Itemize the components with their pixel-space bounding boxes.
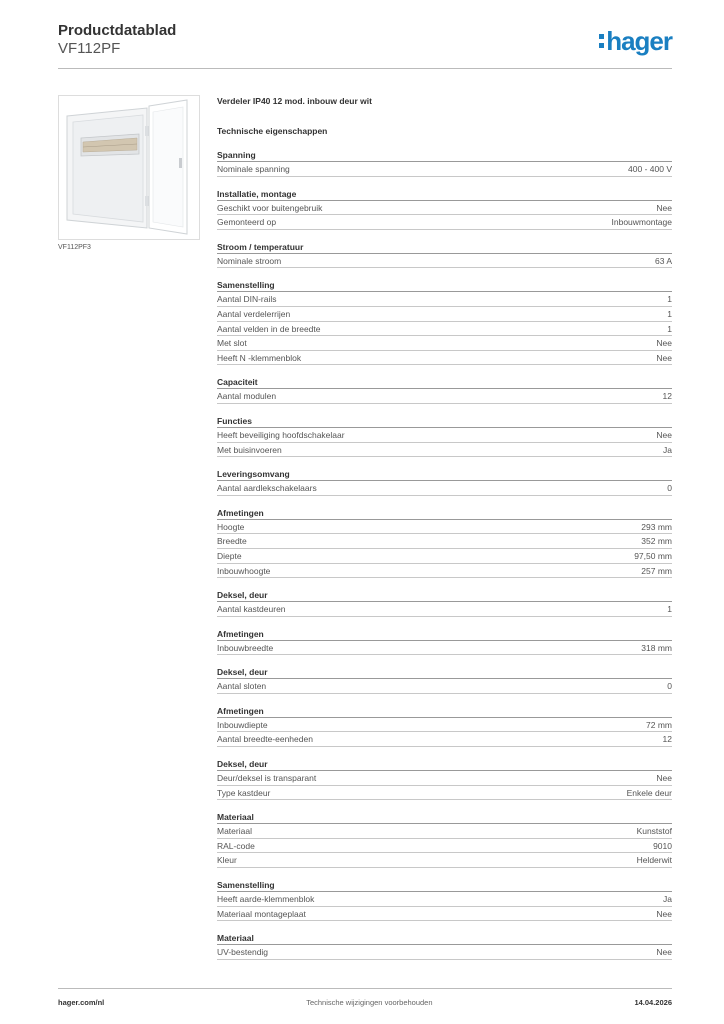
spec-value: Nee: [656, 947, 672, 958]
spec-label: Breedte: [217, 536, 247, 547]
spec-row: [217, 351, 672, 366]
section-title: Afmetingen: [217, 627, 672, 641]
spec-row: [217, 389, 672, 404]
spec-value: Ja: [663, 444, 672, 455]
spec-section: [217, 467, 672, 496]
section-title: Afmetingen: [217, 506, 672, 520]
spec-label: Inbouwbreedte: [217, 642, 274, 653]
spec-value: 1: [667, 294, 672, 305]
spec-label: Aantal verdelerrijen: [217, 308, 291, 319]
section-title: Leveringsomvang: [217, 467, 672, 481]
spec-row: [217, 428, 672, 443]
spec-row: [217, 520, 672, 535]
spec-value: 293 mm: [641, 521, 672, 532]
tech-heading: Technische eigenschappen: [217, 126, 328, 136]
spec-row: [217, 534, 672, 549]
spec-section: [217, 375, 672, 404]
spec-sections: [217, 148, 672, 960]
spec-value: 97,50 mm: [634, 550, 672, 561]
spec-section: [217, 278, 672, 365]
image-caption: VF112PF3: [58, 244, 91, 251]
spec-label: Met buisinvoeren: [217, 444, 282, 455]
spec-row: [217, 786, 672, 801]
spec-section: [217, 810, 672, 868]
section-title: Afmetingen: [217, 704, 672, 718]
document-header: [58, 22, 176, 58]
spec-value: 0: [667, 483, 672, 494]
section-title: Spanning: [217, 148, 672, 162]
spec-value: 12: [662, 734, 672, 745]
spec-row: [217, 853, 672, 868]
spec-label: Aantal DIN-rails: [217, 294, 277, 305]
spec-row: [217, 564, 672, 579]
spec-value: 1: [667, 323, 672, 334]
footer-disclaimer: Technische wijzigingen voorbehouden: [306, 998, 433, 1007]
section-title: Deksel, deur: [217, 757, 672, 771]
document-footer: [58, 998, 672, 1007]
spec-row: [217, 254, 672, 269]
section-title: Materiaal: [217, 810, 672, 824]
spec-row: [217, 322, 672, 337]
spec-value: 352 mm: [641, 536, 672, 547]
spec-section: [217, 148, 672, 177]
spec-value: 72 mm: [646, 719, 672, 730]
spec-section: [217, 704, 672, 747]
spec-label: Hoogte: [217, 521, 245, 532]
spec-value: 0: [667, 681, 672, 692]
spec-label: UV-bestendig: [217, 947, 269, 958]
spec-row: [217, 602, 672, 617]
spec-value: Nee: [656, 202, 672, 213]
spec-row: [217, 641, 672, 656]
spec-value: 9010: [653, 840, 672, 851]
spec-label: Aantal velden in de breedte: [217, 323, 321, 334]
spec-label: Nominale stroom: [217, 255, 282, 266]
spec-section: [217, 931, 672, 960]
spec-content: [217, 94, 672, 960]
spec-value: Nee: [656, 338, 672, 349]
spec-label: Materiaal montageplaat: [217, 908, 306, 919]
spec-label: Materiaal: [217, 826, 252, 837]
spec-label: Aantal kastdeuren: [217, 604, 286, 615]
spec-label: Type kastdeur: [217, 787, 271, 798]
spec-row: [217, 892, 672, 907]
product-description: Verdeler IP40 12 mod. inbouw deur wit: [217, 96, 372, 106]
spec-section: [217, 665, 672, 694]
spec-value: 257 mm: [641, 565, 672, 576]
spec-row: [217, 679, 672, 694]
spec-label: RAL-code: [217, 840, 255, 851]
section-title: Samenstelling: [217, 878, 672, 892]
spec-value: Nee: [656, 908, 672, 919]
section-title: Capaciteit: [217, 375, 672, 389]
spec-row: [217, 215, 672, 230]
spec-row: [217, 549, 672, 564]
spec-row: [217, 839, 672, 854]
spec-row: [217, 292, 672, 307]
spec-label: Kleur: [217, 855, 237, 866]
spec-label: Aantal modulen: [217, 391, 277, 402]
spec-value: Nee: [656, 352, 672, 363]
spec-row: [217, 718, 672, 733]
spec-value: Inbouwmontage: [611, 217, 672, 228]
spec-label: Met slot: [217, 338, 247, 349]
spec-label: Inbouwdiepte: [217, 719, 268, 730]
spec-label: Geschikt voor buitengebruik: [217, 202, 323, 213]
spec-value: 318 mm: [641, 642, 672, 653]
footer-website: hager.com/nl: [58, 998, 105, 1007]
spec-row: [217, 824, 672, 839]
spec-value: 63 A: [654, 255, 672, 266]
footer-date: 14.04.2026: [634, 998, 672, 1007]
spec-label: Deur/deksel is transparant: [217, 773, 317, 784]
section-title: Functies: [217, 414, 672, 428]
logo-text: hager: [606, 26, 672, 56]
spec-value: Nee: [656, 429, 672, 440]
spec-row: [217, 481, 672, 496]
spec-row: [217, 201, 672, 216]
spec-value: 1: [667, 604, 672, 615]
distribution-board-illustration: [59, 96, 199, 239]
hager-logo: [599, 28, 672, 56]
product-image: [58, 95, 200, 240]
spec-value: 400 - 400 V: [628, 164, 672, 174]
spec-row: [217, 771, 672, 786]
spec-row: [217, 162, 672, 177]
spec-label: Inbouwhoogte: [217, 565, 271, 576]
spec-row: [217, 443, 672, 458]
spec-section: [217, 627, 672, 656]
spec-label: Diepte: [217, 550, 242, 561]
header-divider: [58, 68, 672, 69]
spec-value: Nee: [656, 773, 672, 784]
spec-section: [217, 187, 672, 230]
spec-label: Heeft beveiliging hoofdschakelaar: [217, 429, 345, 440]
section-title: Installatie, montage: [217, 187, 672, 201]
spec-label: Nominale spanning: [217, 164, 290, 174]
section-title: Samenstelling: [217, 278, 672, 292]
section-title: Deksel, deur: [217, 588, 672, 602]
spec-label: Heeft N -klemmenblok: [217, 352, 302, 363]
spec-row: [217, 336, 672, 351]
spec-section: [217, 757, 672, 800]
spec-section: [217, 240, 672, 269]
spec-section: [217, 878, 672, 921]
spec-section: [217, 506, 672, 578]
spec-value: Helderwit: [636, 855, 672, 866]
spec-row: [217, 732, 672, 747]
section-title: Stroom / temperatuur: [217, 240, 672, 254]
section-title: Materiaal: [217, 931, 672, 945]
document-title: Productdatablad: [58, 22, 177, 39]
spec-value: 12: [662, 391, 672, 402]
spec-value: 1: [667, 308, 672, 319]
spec-value: Kunststof: [636, 826, 672, 837]
product-code: VF112PF: [58, 40, 121, 57]
spec-label: Aantal sloten: [217, 681, 267, 692]
spec-row: [217, 907, 672, 922]
spec-row: [217, 307, 672, 322]
spec-label: Heeft aarde-klemmenblok: [217, 894, 315, 905]
section-title: Deksel, deur: [217, 665, 672, 679]
spec-value: Ja: [663, 894, 672, 905]
spec-section: [217, 414, 672, 457]
spec-row: [217, 945, 672, 960]
spec-section: [217, 588, 672, 617]
spec-label: Aantal aardlekschakelaars: [217, 483, 317, 494]
spec-label: Gemonteerd op: [217, 217, 277, 228]
footer-divider: [58, 988, 672, 989]
spec-value: Enkele deur: [626, 787, 672, 798]
spec-label: Aantal breedte-eenheden: [217, 734, 313, 745]
logo-dots-icon: [599, 34, 604, 48]
